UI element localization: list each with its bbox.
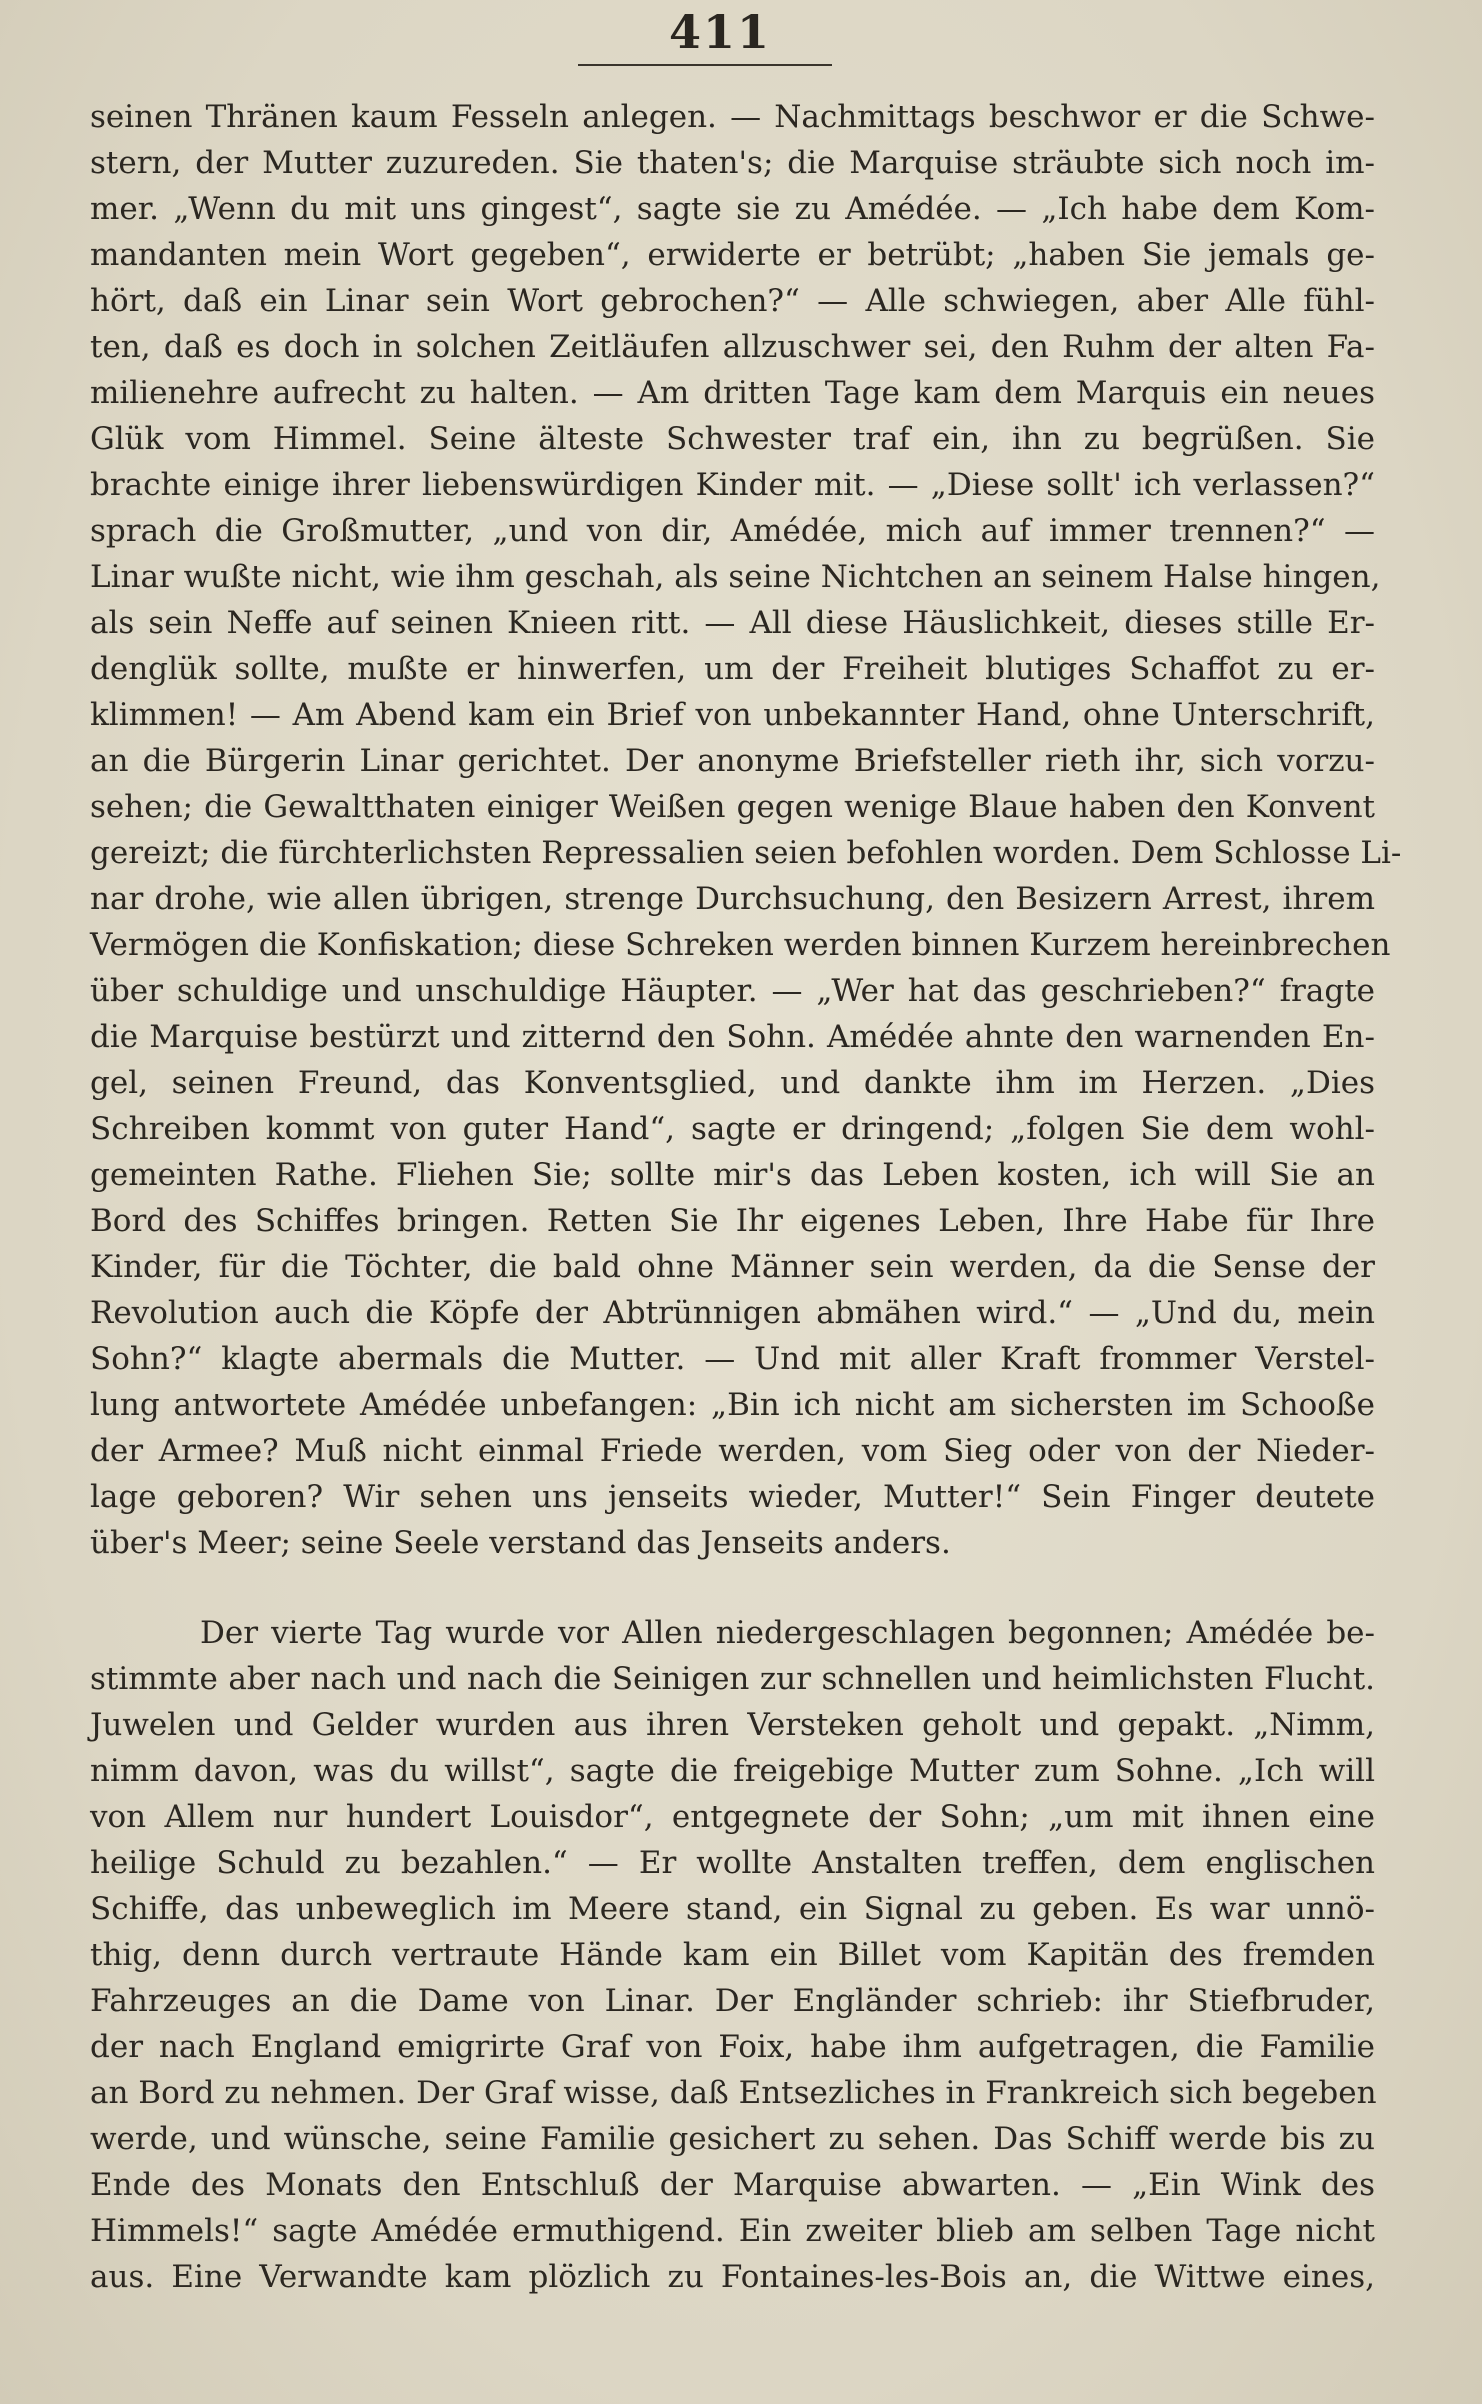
text-line: werde, und wünsche, seine Familie gesichert zu sehen. Das Schiff werde bis zu xyxy=(90,2121,1375,2157)
text-line: Fahrzeuges an die Dame von Linar. Der Engländer schrieb: ihr Stiefbruder, xyxy=(90,1983,1375,2019)
page-number: 411 xyxy=(668,5,772,59)
text-line: sprach die Großmutter, „und von dir, Amédée, mich auf immer trennen?“ — xyxy=(90,513,1375,549)
text-line: Revolution auch die Köpfe der Abtrünnigen abmähen wird.“ — „Und du, mein xyxy=(90,1295,1375,1331)
text-line: gemeinten Rathe. Fliehen Sie; sollte mir's das Leben kosten, ich will Sie an xyxy=(90,1157,1375,1193)
text-line: Schiffe, das unbeweglich im Meere stand, ein Signal zu geben. Es war unnö- xyxy=(90,1891,1375,1927)
text-line: Juwelen und Gelder wurden aus ihren Versteken geholt und gepakt. „Nimm, xyxy=(90,1707,1375,1743)
text-line: mandanten mein Wort gegeben“, erwiderte er betrübt; „haben Sie jemals ge- xyxy=(90,237,1375,273)
text-line: stern, der Mutter zuzureden. Sie thaten's; die Marquise sträubte sich noch im- xyxy=(90,145,1375,181)
text-line: sehen; die Gewaltthaten einiger Weißen gegen wenige Blaue haben den Konvent xyxy=(90,789,1375,825)
text-line: heilige Schuld zu bezahlen.“ — Er wollte Anstalten treffen, dem englischen xyxy=(90,1845,1375,1881)
text-line: ten, daß es doch in solchen Zeitläufen allzuschwer sei, den Ruhm der alten Fa- xyxy=(90,329,1375,365)
text-line: brachte einige ihrer liebenswürdigen Kinder mit. — „Diese sollt' ich verlassen?“ xyxy=(90,467,1375,503)
text-line: gereizt; die fürchterlichsten Repressalien seien befohlen worden. Dem Schlosse Li- xyxy=(90,835,1402,871)
text-line: Der vierte Tag wurde vor Allen niedergeschlagen begonnen; Amédée be- xyxy=(200,1615,1375,1651)
text-line: von Allem nur hundert Louisdor“, entgegnete der Sohn; „um mit ihnen eine xyxy=(90,1799,1375,1835)
text-line: Kinder, für die Töchter, die bald ohne Männer sein werden, da die Sense der xyxy=(90,1249,1375,1285)
text-line: Bord des Schiffes bringen. Retten Sie Ihr eigenes Leben, Ihre Habe für Ihre xyxy=(90,1203,1375,1239)
text-line: klimmen! — Am Abend kam ein Brief von unbekannter Hand, ohne Unterschrift, xyxy=(90,697,1375,733)
text-line: Glük vom Himmel. Seine älteste Schwester traf ein, ihn zu begrüßen. Sie xyxy=(90,421,1375,457)
text-line: seinen Thränen kaum Fesseln anlegen. — Nachmittags beschwor er die Schwe- xyxy=(90,99,1375,135)
text-line: der Armee? Muß nicht einmal Friede werden, vom Sieg oder von der Nieder- xyxy=(90,1433,1375,1469)
text-line: gel, seinen Freund, das Konventsglied, und dankte ihm im Herzen. „Dies xyxy=(90,1065,1375,1101)
text-line: über schuldige und unschuldige Häupter. — „Wer hat das geschrieben?“ fragte xyxy=(90,973,1375,1009)
header-rule xyxy=(578,64,832,66)
text-line: als sein Neffe auf seinen Knieen ritt. — All diese Häuslichkeit, dieses stille Er- xyxy=(90,605,1375,641)
text-line: denglük sollte, mußte er hinwerfen, um der Freiheit blutiges Schaffot zu er- xyxy=(90,651,1375,687)
text-line: Himmels!“ sagte Amédée ermuthigend. Ein zweiter blieb am selben Tage nicht xyxy=(90,2213,1375,2249)
text-line: hört, daß ein Linar sein Wort gebrochen?“ — Alle schwiegen, aber Alle fühl- xyxy=(90,283,1375,319)
text-line: nar drohe, wie allen übrigen, strenge Durchsuchung, den Besizern Arrest, ihrem xyxy=(90,881,1375,917)
text-line: aus. Eine Verwandte kam plözlich zu Fontaines-les-Bois an, die Wittwe eines, xyxy=(90,2259,1375,2295)
text-line: Linar wußte nicht, wie ihm geschah, als seine Nichtchen an seinem Halse hingen, xyxy=(90,559,1381,595)
text-line: der nach England emigrirte Graf von Foix, habe ihm aufgetragen, die Familie xyxy=(90,2029,1375,2065)
text-line: die Marquise bestürzt und zitternd den Sohn. Amédée ahnte den warnenden En- xyxy=(90,1019,1375,1055)
text-line: Vermögen die Konfiskation; diese Schreken werden binnen Kurzem hereinbrechen xyxy=(90,927,1391,963)
text-line: Sohn?“ klagte abermals die Mutter. — Und mit aller Kraft frommer Verstel- xyxy=(90,1341,1375,1377)
text-line: stimmte aber nach und nach die Seinigen zur schnellen und heimlichsten Flucht. xyxy=(90,1661,1375,1697)
text-line: an Bord zu nehmen. Der Graf wisse, daß Entsezliches in Frankreich sich begeben xyxy=(90,2075,1377,2111)
text-line: mer. „Wenn du mit uns gingest“, sagte sie zu Amédée. — „Ich habe dem Kom- xyxy=(90,191,1375,227)
text-line: thig, denn durch vertraute Hände kam ein Billet vom Kapitän des fremden xyxy=(90,1937,1375,1973)
text-line: an die Bürgerin Linar gerichtet. Der anonyme Briefsteller rieth ihr, sich vorzu- xyxy=(90,743,1375,779)
text-line: Schreiben kommt von guter Hand“, sagte er dringend; „folgen Sie dem wohl- xyxy=(90,1111,1375,1147)
text-line: über's Meer; seine Seele verstand das Jenseits anders. xyxy=(90,1525,951,1561)
text-line: lage geboren? Wir sehen uns jenseits wieder, Mutter!“ Sein Finger deutete xyxy=(90,1479,1375,1515)
text-line: Ende des Monats den Entschluß der Marquise abwarten. — „Ein Wink des xyxy=(90,2167,1375,2203)
text-line: lung antwortete Amédée unbefangen: „Bin ich nicht am sichersten im Schooße xyxy=(90,1387,1375,1423)
text-line: milienehre aufrecht zu halten. — Am dritten Tage kam dem Marquis ein neues xyxy=(90,375,1375,411)
text-line: nimm davon, was du willst“, sagte die freigebige Mutter zum Sohne. „Ich will xyxy=(90,1753,1375,1789)
